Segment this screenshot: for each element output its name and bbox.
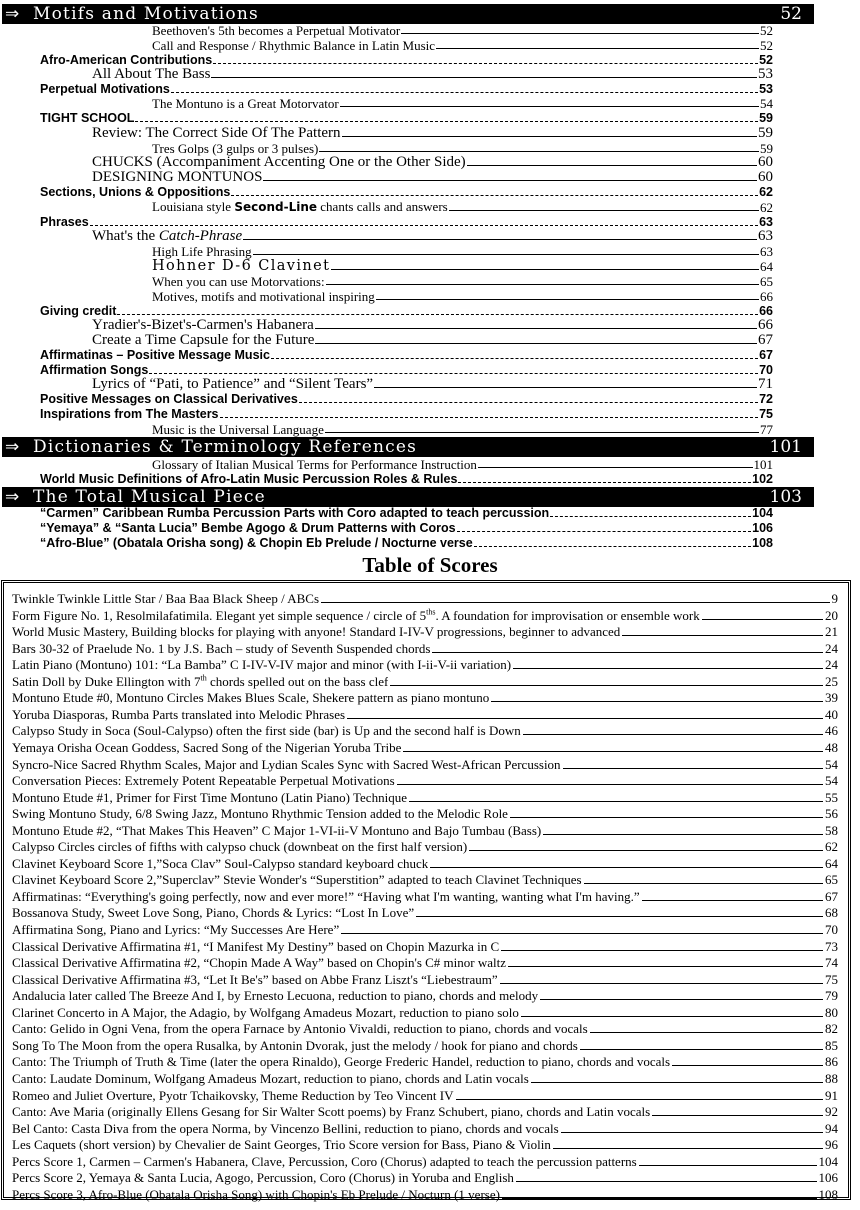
score-page: 24 (825, 657, 838, 673)
score-page: 62 (825, 839, 838, 855)
score-page: 46 (825, 723, 838, 739)
score-entry[interactable] (12, 1038, 838, 1054)
score-entry[interactable] (12, 608, 838, 624)
score-entry[interactable] (12, 1088, 838, 1104)
toc-entry[interactable]: Yradier's-Bizet's-Carmen's Habanera 66 (92, 318, 773, 333)
score-page: 21 (825, 624, 838, 640)
toc-entry[interactable]: Motives, motifs and motivational inspiring 66 (152, 289, 773, 304)
section-page: 103 (769, 487, 802, 507)
section-title: Motifs and Motivations (33, 4, 259, 24)
score-entry[interactable] (12, 1154, 838, 1170)
toc-entry[interactable]: Phrases 63 (40, 215, 773, 229)
score-entry[interactable] (12, 1170, 838, 1186)
score-page: 86 (825, 1054, 838, 1070)
score-entry[interactable] (12, 1104, 838, 1120)
score-entry[interactable] (12, 624, 838, 640)
score-page: 96 (825, 1137, 838, 1153)
arrow-icon: ⇒ (5, 487, 20, 507)
score-title: Clavinet Keyboard Score 2,”Superclav” Stevie Wonder's “Superstition” adapted to teach Clavinet Techniques (12, 872, 582, 888)
score-entry[interactable] (12, 972, 838, 988)
score-title: Bel Canto: Casta Diva from the opera Norma, by Vincenzo Bellini, reduction to piano, chords and vocals (12, 1120, 559, 1136)
score-title: Swing Montuno Study, 6/8 Swing Jazz, Montuno Rhythmic Tension added to the Melodic Role (12, 806, 508, 822)
score-title: Affirmatina Song, Piano and Lyrics: “My Successes Are Here” (12, 922, 340, 937)
toc-entry[interactable]: “Afro-Blue” (Obatala Orisha song) & Chopin Eb Prelude / Nocturne verse 108 (40, 536, 773, 550)
toc-entry[interactable]: Lyrics of “Pati, to Patience” and “Silent Tears” 71 (92, 377, 773, 392)
score-title: Classical Derivative Affirmatina #2, “Chopin Made A Way” based on Chopin's C# minor waltz (12, 955, 507, 971)
score-entry[interactable] (12, 922, 838, 938)
score-title: Song To The Moon from the opera Rusalka, by Antonin Dvorak, just the melody / hook for piano and chords (12, 1037, 578, 1053)
score-entry[interactable] (12, 1187, 838, 1203)
score-page: 24 (825, 640, 838, 656)
score-page: 68 (825, 905, 838, 921)
toc-entry[interactable]: When you can use Motorvations: 65 (152, 274, 773, 289)
score-page: 79 (825, 988, 838, 1004)
section-title: Dictionaries & Terminology References (33, 437, 418, 457)
score-title: Canto: The Triumph of Truth & Time (later the opera Rinaldo), George Frederic Handel, reduction to piano, chords and vocals (12, 1054, 671, 1070)
score-entry[interactable] (12, 872, 838, 888)
score-page: 88 (825, 1071, 838, 1086)
score-title: Percs Score 2, Yemaya & Santa Lucia, Agogo, Percussion, Coro (Chorus) in Yoruba and English (12, 1170, 514, 1186)
score-entry[interactable] (12, 806, 838, 822)
toc-entry[interactable]: Hohner D-6 Clavinet 64 (152, 259, 773, 274)
score-title: Montuno Etude #2, “That Makes This Heaven” C Major 1-VI-ii-V Montuno and Bajo Tumbau (Bass) (12, 822, 542, 838)
score-title: Syncro-Nice Sacred Rhythm Scales, Major and Lydian Scales Sync with Sacred West-African Percussion (12, 756, 561, 772)
score-entry[interactable] (12, 889, 838, 905)
score-page: 25 (825, 673, 838, 689)
score-entry[interactable] (12, 641, 838, 657)
toc-entry[interactable]: Tres Golps (3 gulps or 3 pulses) 59 (152, 141, 773, 156)
score-title: Montuno Etude #1, Primer for First Time Montuno (Latin Piano) Technique (12, 789, 407, 805)
score-entry[interactable] (12, 856, 838, 872)
score-page: 70 (825, 922, 838, 937)
toc-entry[interactable]: Giving credit 66 (40, 304, 773, 318)
toc-entry[interactable]: Sections, Unions & Oppositions 62 (40, 185, 773, 199)
score-title: Bossanova Study, Sweet Love Song, Piano, Chords & Lyrics: “Lost In Love” (12, 905, 415, 921)
section-bar-total-musical-piece[interactable] (2, 487, 814, 507)
score-page: 85 (825, 1037, 838, 1053)
score-page: 48 (825, 740, 838, 755)
toc-entry[interactable]: What's the Catch-Phrase 63 (92, 229, 773, 244)
score-title: Canto: Gelido in Ogni Vena, from the opera Farnace by Antonio Vivaldi, reduction to piano, chords and vocals (12, 1021, 588, 1037)
score-title: Form Figure No. 1, Resolmilafatimila. Elegant yet simple sequence / circle of $5^{ths}$. A foundation for improvisation or ensemble work (12, 607, 700, 623)
toc-entry[interactable]: Inspirations from The Masters 75 (40, 407, 773, 421)
toc-entry[interactable]: Positive Messages on Classical Derivatives 72 (40, 392, 773, 406)
section-page: 52 (780, 4, 802, 24)
score-entry[interactable] (12, 690, 838, 706)
toc-entry[interactable]: “Carmen” Caribbean Rumba Percussion Parts with Coro adapted to teach percussion 104 (40, 506, 773, 520)
score-title: Canto: Ave Maria (originally Ellens Gesang for Sir Walter Scott poems) by Franz Schubert, piano, chords and Latin vocals (12, 1104, 651, 1120)
score-title: Clarinet Concerto in A Major, the Adagio, by Wolfgang Amadeus Mozart, reduction to piano solo (12, 1004, 519, 1020)
score-title: Satin Doll by Duke Ellington with 7th chords spelled out on the bass clef (12, 673, 389, 689)
section-page: 101 (769, 437, 802, 457)
toc-entry[interactable]: Perpetual Motivations 53 (40, 82, 773, 96)
score-page: 65 (825, 872, 838, 888)
score-entry[interactable] (12, 1021, 838, 1037)
score-entry[interactable] (12, 657, 838, 673)
score-entry[interactable] (12, 1005, 838, 1021)
score-page: 54 (825, 756, 838, 772)
score-title: Classical Derivative Affirmatina #3, “Let It Be's” based on Abbe Franz Liszt's “Liebestraum” (12, 971, 498, 987)
score-entry[interactable] (12, 1071, 838, 1087)
scores-heading: Table of Scores (362, 553, 498, 577)
toc-entry[interactable]: Beethoven's 5th becomes a Perpetual Motivator 52 (152, 23, 773, 38)
score-page: 94 (825, 1120, 838, 1136)
toc-entry[interactable]: High Life Phrasing 63 (152, 244, 773, 259)
toc-entry[interactable]: “Yemaya” & “Santa Lucia” Bembe Agogo & Drum Patterns with Coros 106 (40, 521, 773, 535)
score-title: Les Caquets (short version) by Chevalier de Saint Georges, Trio Score version for Bass, Piano & Violin (12, 1137, 551, 1153)
score-title: Romeo and Juliet Overture, Pyotr Tchaikovsky, Theme Reduction by Teo Vincent IV (12, 1087, 454, 1103)
score-entry[interactable] (12, 1121, 838, 1137)
section-bar-dictionaries[interactable] (2, 437, 814, 457)
score-entry[interactable] (12, 839, 838, 855)
score-title: Percs Score 3, Afro-Blue (Obatala Orisha Song) with Chopin's Eb Prelude / Nocturn (1 verse) (12, 1186, 500, 1202)
score-entry[interactable] (12, 723, 838, 739)
score-page: 80 (825, 1004, 838, 1020)
score-title: Calypso Study in Soca (Soul-Calypso) often the first side (bar) is Up and the second half is Down (12, 723, 521, 739)
score-page: 54 (825, 773, 838, 789)
toc-entry[interactable]: Create a Time Capsule for the Future 67 (92, 333, 773, 348)
score-entry[interactable] (12, 790, 838, 806)
toc-entry[interactable]: Affirmatinas – Positive Message Music 67 (40, 348, 773, 362)
score-page: 73 (825, 938, 838, 954)
score-entry[interactable] (12, 1054, 838, 1070)
score-page: 58 (825, 822, 838, 838)
score-title: Latin Piano (Montuno) 101: “La Bamba” C I-IV-V-IV major and minor (with I-ii-V-ii variation) (12, 657, 512, 673)
score-page: 55 (825, 789, 838, 805)
score-entry[interactable] (12, 939, 838, 955)
score-title: Twinkle Twinkle Little Star / Baa Baa Black Sheep / ABCs (12, 591, 320, 606)
section-bar-motifs[interactable] (2, 4, 814, 24)
score-page: 74 (825, 955, 838, 971)
score-entry[interactable] (12, 591, 838, 607)
score-title: Affirmatinas: “Everything's going perfectly, now and ever more!” “Having what I'm wanting, wanting what I'm having.” (12, 888, 640, 904)
score-page: 108 (818, 1186, 838, 1202)
score-page: 104 (818, 1153, 838, 1169)
score-entry[interactable] (12, 674, 838, 690)
toc-entry[interactable]: All About The Bass 53 (92, 67, 773, 82)
score-page: 106 (818, 1170, 838, 1186)
score-title: Calypso Circles circles of fifths with calypso chuck (downbeat on the first half version) (12, 839, 468, 855)
score-entry[interactable] (12, 757, 838, 773)
score-page: 39 (825, 690, 838, 706)
score-page: 82 (825, 1021, 838, 1037)
score-entry[interactable] (12, 740, 838, 756)
score-page: 40 (825, 706, 838, 722)
score-title: Montuno Etude #0, Montuno Circles Makes Blues Scale, Shekere pattern as piano montuno (12, 690, 490, 706)
arrow-icon: ⇒ (5, 4, 20, 24)
scores-box (1, 580, 851, 1200)
score-page: 64 (825, 855, 838, 871)
score-title: Conversation Pieces: Extremely Potent Repeatable Perpetual Motivations (12, 773, 395, 789)
score-page: 75 (825, 971, 838, 987)
score-entry[interactable] (12, 955, 838, 971)
toc-entry[interactable]: TIGHT SCHOOL 59 (40, 111, 773, 125)
toc-entry[interactable]: Afro-American Contributions 52 (40, 53, 773, 67)
toc-entry[interactable]: Louisiana style Second-Line chants calls and answers 62 (152, 200, 773, 215)
score-page: 20 (825, 607, 838, 623)
score-entry[interactable] (12, 773, 838, 789)
toc-entry[interactable]: Call and Response / Rhythmic Balance in Latin Music 52 (152, 38, 773, 53)
score-page: 91 (825, 1087, 838, 1103)
section-title: The Total Musical Piece (33, 487, 266, 507)
score-page: 9 (831, 591, 838, 606)
score-title: World Music Mastery, Building blocks for playing with anyone! Standard I-IV-V progressions, beginner to advanced (12, 624, 621, 640)
score-title: Clavinet Keyboard Score 1,”Soca Clav” Soul-Calypso standard keyboard chuck (12, 855, 429, 871)
score-entry[interactable] (12, 988, 838, 1004)
score-entry[interactable] (12, 905, 838, 921)
score-title: Classical Derivative Affirmatina #1, “I Manifest My Destiny” based on Chopin Mazurka in C (12, 938, 500, 954)
toc-entry[interactable]: Review: The Correct Side Of The Pattern 59 (92, 126, 773, 141)
toc-entry[interactable]: World Music Definitions of Afro-Latin Music Percussion Roles & Rules 102 (40, 472, 773, 486)
score-title: Yemaya Orisha Ocean Goddess, Sacred Song of the Nigerian Yoruba Tribe (12, 740, 402, 755)
score-entry[interactable] (12, 707, 838, 723)
toc-entry[interactable]: CHUCKS (Accompaniment Accenting One or the Other Side) 60 (92, 155, 773, 170)
toc-entry[interactable]: DESIGNING MONTUNOS 60 (92, 170, 773, 185)
toc-entry[interactable]: The Montuno is a Great Motorvator 54 (152, 96, 773, 111)
toc-entry[interactable]: Affirmation Songs 70 (40, 363, 773, 377)
score-page: 56 (825, 806, 838, 822)
score-entry[interactable] (12, 823, 838, 839)
arrow-icon: ⇒ (5, 437, 20, 457)
score-title: Percs Score 1, Carmen – Carmen's Habanera, Clave, Percussion, Coro (Chorus) adapted to teach the percussion patterns (12, 1153, 637, 1169)
score-title: Yoruba Diasporas, Rumba Parts translated into Melodic Phrases (12, 706, 346, 722)
score-page: 92 (825, 1104, 838, 1120)
toc-entry[interactable]: Music is the Universal Language 77 (152, 422, 773, 437)
score-entry[interactable] (12, 1137, 838, 1153)
toc-entry[interactable]: Glossary of Italian Musical Terms for Performance Instruction 101 (152, 457, 773, 472)
score-page: 67 (825, 888, 838, 904)
score-title: Bars 30-32 of Praelude No. 1 by J.S. Bach – study of Seventh Suspended chords (12, 640, 431, 656)
score-title: Andalucia later called The Breeze And I, by Ernesto Lecuona, reduction to piano, chords and melody (12, 988, 539, 1004)
score-title: Canto: Laudate Dominum, Wolfgang Amadeus Mozart, reduction to piano, chords and Latin vocals (12, 1071, 529, 1086)
